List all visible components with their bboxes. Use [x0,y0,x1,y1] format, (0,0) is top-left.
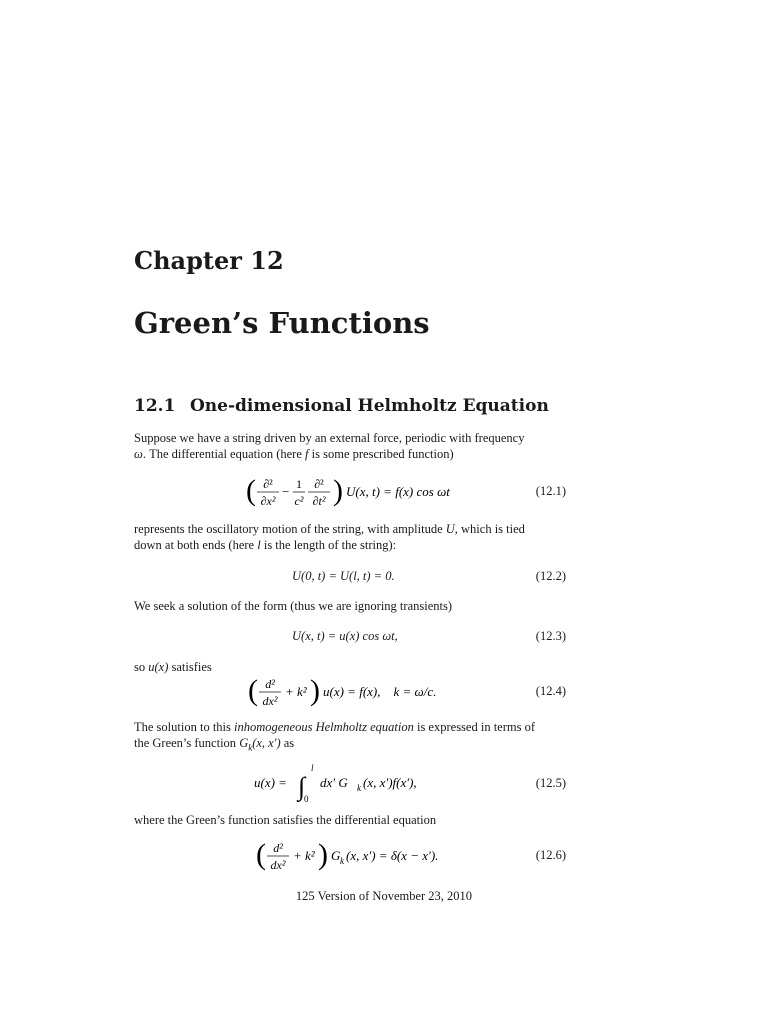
right-paren: ) [333,474,343,507]
equation-12-4 [134,674,566,714]
integral-sign: ∫ [298,772,306,801]
chapter-title: Green’s Functions [134,306,430,340]
text-line [134,719,566,735]
integrand: dx′ G [320,775,348,790]
integral-lower-limit: 0 [304,794,309,804]
equation-number: (12.5) [535,776,566,790]
equation-12-5 [134,762,566,802]
integral-upper-limit: l [311,763,314,773]
equation-12-4-math [246,674,496,714]
text-span: , which is tied [454,522,525,536]
paragraph-intro [134,430,566,462]
equation-body [292,569,395,584]
equation-body [292,629,398,644]
equation-number: (12.2) [535,569,566,583]
equation-12-3 [134,629,566,647]
equation-12-1 [134,474,566,514]
paragraph-solution [134,719,566,756]
section-title: One-dimensional Helmholtz Equation [190,396,549,416]
text-line: Suppose we have a string driven by an external force, periodic with frequency [134,431,525,445]
left-paren: ( [246,474,256,507]
equation-12-6-math [254,838,504,878]
equation-number: (12.4) [535,684,566,698]
chapter-label: Chapter 12 [134,246,284,275]
text-span: as [280,736,295,750]
text-line: where the Green’s function satisfies the differential equation [134,813,437,827]
math-G: G [331,848,341,863]
text-span: . The differential equation (here [142,447,306,461]
text-line [134,537,566,553]
equation-12-2 [134,569,566,587]
paragraph-seek-solution [134,598,566,614]
numerator: 1 [296,477,302,491]
equation-12-1-math [244,474,484,514]
paragraph-greens-eq [134,812,566,828]
paragraph-satisfies [134,659,566,675]
denominator: dx² [262,694,278,708]
page-footer: 125 Version of November 23, 2010 [295,889,473,903]
math-G: G [239,736,249,750]
text-span: the Green’s function [134,736,240,750]
emphasis-text: inhomogeneous Helmholtz equation [234,720,414,734]
left-paren: ( [256,838,266,871]
subscript-k: k [357,783,361,793]
equation-12-5-math [254,762,474,806]
text-line [134,446,566,462]
equation-rhs: U(x, t) = f(x) cos ωt [346,484,450,499]
text-line [134,521,566,537]
text-line [134,659,566,675]
equation-number: (12.6) [535,848,566,862]
text-span: down at both ends (here [134,538,258,552]
equation-12-6 [134,838,566,878]
math-U: U [445,522,455,536]
text-span: so [134,660,149,674]
text-span: represents the oscillatory motion of the string, with amplitude [134,522,446,536]
integrand-args: (x, x′)f(x′), [363,775,417,790]
text-span: The solution to this [134,720,234,734]
math-u-of-x: u(x) [148,660,169,674]
equation-lhs: u(x) = [254,775,287,790]
math-subscript-k: k [248,742,253,753]
numerator: d² [265,677,275,691]
text-span: satisfies [168,660,212,674]
plus-k-squared: + k² [293,848,315,863]
equation-rhs: u(x) = f(x), k = ω/c. [323,684,437,699]
equation-text: U(x, t) = u(x) cos ωt, [292,629,398,643]
denominator: ∂t² [312,494,326,508]
denominator: dx² [270,858,286,872]
right-paren: ) [318,838,328,871]
section-heading [134,396,549,416]
math-omega: ω [134,447,143,461]
right-paren: ) [310,674,320,707]
numerator: d² [273,841,283,855]
text-span: is the length of the string): [260,538,397,552]
subscript-k: k [340,856,344,866]
paragraph-string-motion [134,521,566,553]
denominator: ∂x² [260,494,276,508]
numerator: ∂² [263,477,273,491]
text-line: We seek a solution of the form (thus we are ignoring transients) [134,599,453,613]
text-span: is expressed in terms of [413,720,535,734]
denominator: c² [294,494,304,508]
left-paren: ( [248,674,258,707]
math-l: l [257,538,261,552]
text-line [134,735,566,756]
equation-number: (12.3) [535,629,566,643]
section-number: 12.1 [134,396,176,416]
equation-text: U(0, t) = U(l, t) = 0. [292,569,395,583]
math-f: f [305,447,309,461]
equation-number: (12.1) [535,484,566,498]
numerator: ∂² [314,477,324,491]
equation-rhs: (x, x′) = δ(x − x′). [346,848,439,863]
minus-sign: − [282,484,290,499]
math-args: (x, x′) [252,736,281,750]
plus-k-squared: + k² [285,684,307,699]
text-span: is some prescribed function) [308,447,454,461]
